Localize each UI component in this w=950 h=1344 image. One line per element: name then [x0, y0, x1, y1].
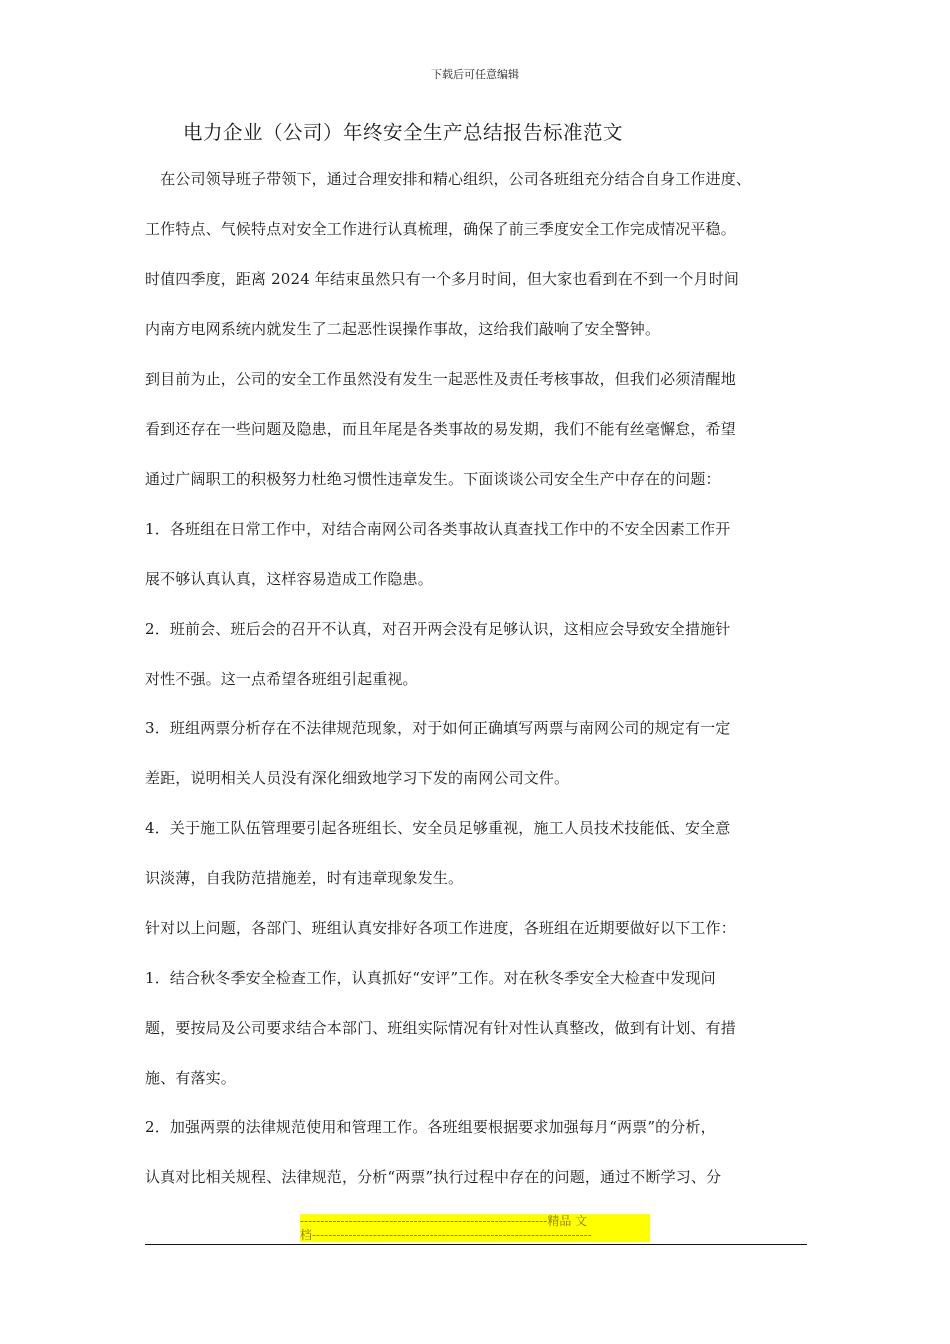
body-line: 3．班组两票分析存在不法律规范现象，对于如何正确填写两票与南网公司的规定有一定	[145, 719, 731, 737]
body-line: 2．班前会、班后会的召开不认真，对召开两会没有足够认识，这相应会导致安全措施针	[145, 620, 731, 638]
body-line: 题，要按局及公司要求结合本部门、班组实际情况有针对性认真整改，做到有计划、有措	[145, 1019, 736, 1037]
body-line: 认真对比相关规程、法律规范，分析“两票”执行过程中存在的问题，通过不断学习、分	[145, 1168, 722, 1186]
footer-rule	[145, 1244, 807, 1245]
body-line: 看到还存在一些问题及隐患，而且年尾是各类事故的易发期，我们不能有丝毫懈怠，希望	[145, 420, 736, 438]
body-line: 1．结合秋冬季安全检查工作，认真抓好“安评”工作。对在秋冬季安全大检查中发现问	[145, 969, 716, 987]
body-line: 对性不强。这一点希望各班组引起重视。	[145, 670, 418, 688]
body-line: 工作特点、气候特点对安全工作进行认真梳理，确保了前三季度安全工作完成情况平稳。	[145, 220, 736, 238]
body-line: 内南方电网系统内就发生了二起恶性误操作事故，这给我们敲响了安全警钟。	[145, 320, 661, 338]
body-line: 2．加强两票的法律规范使用和管理工作。各班组要根据要求加强每月“两票”的分析，	[145, 1118, 716, 1136]
body-line: 差距，说明相关人员没有深化细致地学习下发的南网公司文件。	[145, 769, 570, 787]
body-line: 时值四季度，距离 2024 年结束虽然只有一个多月时间，但大家也看到在不到一个月时间	[145, 270, 740, 288]
header-note: 下载后可任意编辑	[431, 68, 519, 81]
body-line: 在公司领导班子带领下，通过合理安排和精心组织，公司各班组充分结合自身工作进度、	[145, 170, 752, 188]
document-title: 电力企业（公司）年终安全生产总结报告标准范文	[183, 121, 624, 144]
body-line: 通过广阔职工的积极努力杜绝习惯性违章发生。下面谈谈公司安全生产中存在的问题：	[145, 470, 721, 488]
body-line: 展不够认真认真，这样容易造成工作隐患。	[145, 570, 433, 588]
body-line: 4．关于施工队伍管理要引起各班组长、安全员足够重视，施工人员技术技能低、安全意	[145, 819, 731, 837]
body-line: 到目前为止，公司的安全工作虽然没有发生一起恶性及责任考核事故，但我们必须清醒地	[145, 370, 736, 388]
body-line: 施、有落实。	[145, 1069, 236, 1087]
body-line: 1．各班组在日常工作中，对结合南网公司各类事故认真查找工作中的不安全因素工作开	[145, 520, 731, 538]
body-line: 识淡薄，自我防范措施差，时有违章现象发生。	[145, 869, 464, 887]
body-line: 针对以上问题，各部门、班组认真安排好各项工作进度，各班组在近期要做好以下工作：	[145, 919, 736, 937]
footer-watermark-line-1: -------------------------------------------------------------精品 文	[300, 1214, 650, 1228]
footer-watermark-line-2: 档---------------------------------------------------------------------	[300, 1228, 650, 1242]
